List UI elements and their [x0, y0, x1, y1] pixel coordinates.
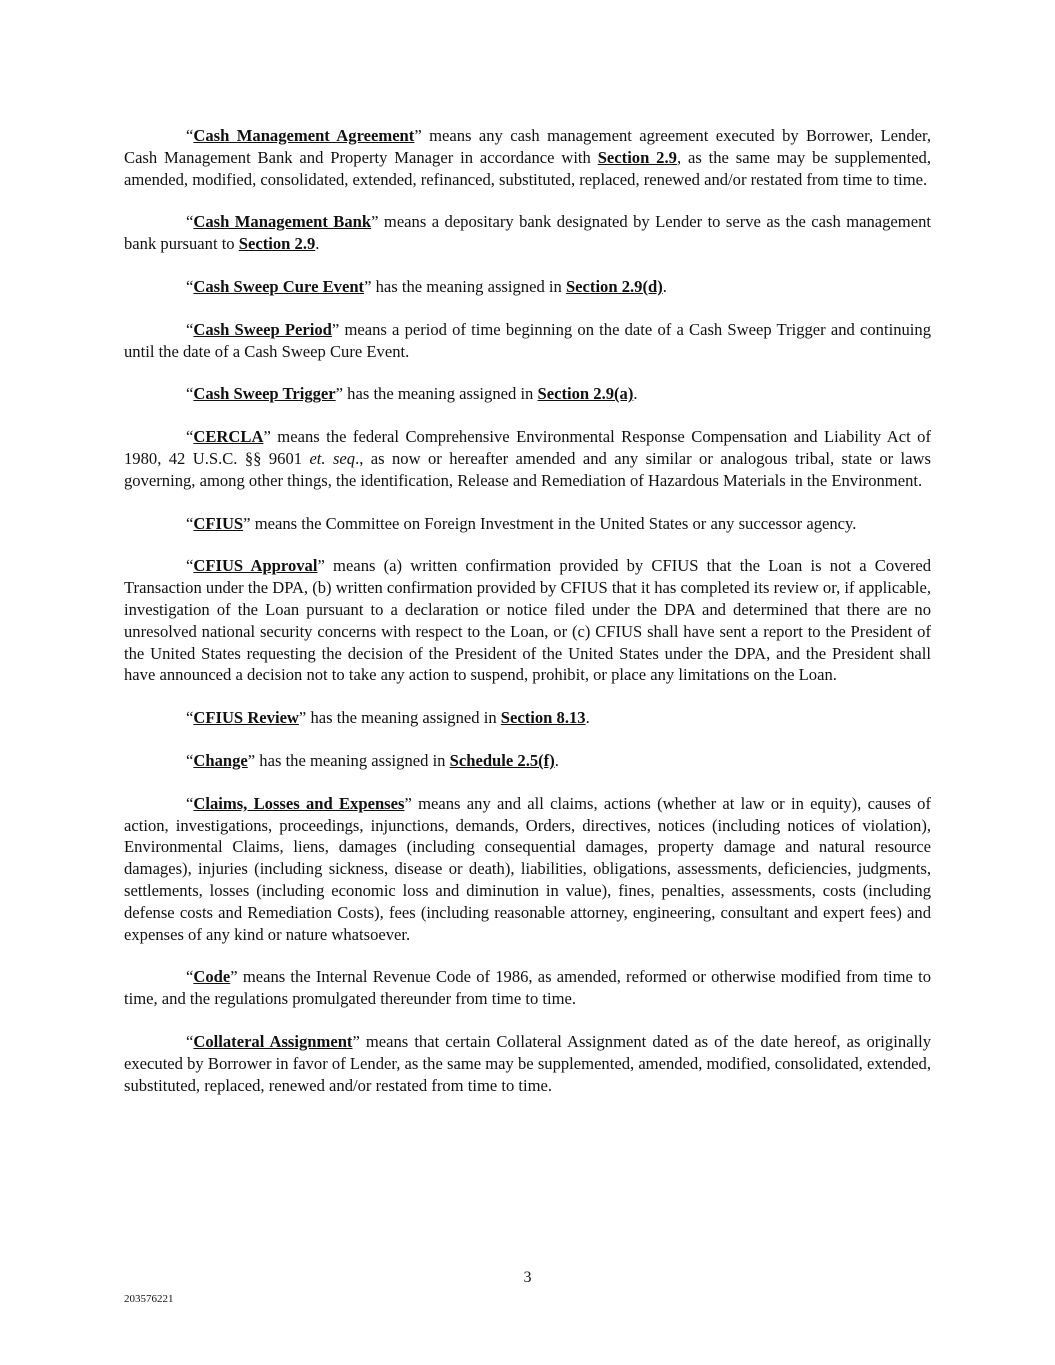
definition-code: “Code” means the Internal Revenue Code of 1986, as amended, reformed or otherwise modified from time to time, and the regulations promulgated thereunder from time to time. — [124, 967, 931, 1009]
defined-term: Cash Sweep Trigger — [193, 384, 336, 404]
definition-cfius-approval: “CFIUS Approval” means (a) written confirmation provided by CFIUS that the Loan is not a Covered Transaction under the DPA, (b) written confirmation provided by CFIUS that it has completed its review or, if applicable, investigation of the Loan pursuant to a declaration or notice filed under the DPA and determined that there are no unresolved national security concerns with respect to the Loan, or (c) CFIUS shall have sent a report to the President of the United States requesting the decision of the President of the United States under the DPA, and the President shall have announced a decision not to take any action to suspend, prohibit, or place any limitations on the Loan. — [124, 556, 932, 685]
section-reference: Section 2.9(a) — [537, 384, 634, 404]
defined-term: CERCLA — [193, 427, 264, 447]
defined-term: Claims, Losses and Expenses — [193, 793, 405, 813]
section-reference: Section 2.9 — [238, 234, 316, 254]
defined-term: Collateral Assignment — [193, 1031, 353, 1051]
defined-term: Cash Sweep Period — [193, 319, 332, 339]
section-reference: Section 2.9 — [597, 147, 677, 167]
definitions-list — [124, 125, 931, 1117]
definition-cercla: “CERCLA” means the federal Comprehensive Environmental Response Compensation and Liability Act of 1980, 42 U.S.C. §§ 9601 et. seq., as now or hereafter amended and any similar or analogous tribal, state or laws governing, among other things, the identification, Release and Remediation of Hazardous Materials in the Environment. — [124, 427, 931, 490]
defined-term: Cash Sweep Cure Event — [193, 276, 365, 296]
defined-term: Cash Management Bank — [193, 212, 372, 232]
definition-cfius-review: “CFIUS Review” has the meaning assigned in Section 8.13. — [186, 708, 590, 728]
definition-cash-management-agreement: “Cash Management Agreement” means any cash management agreement executed by Borrower, Lender, Cash Management Bank and Property Manager in accordance with Section 2.9, as the same may be supplemented, amended, modified, consolidated, extended, refinanced, substituted, replaced, renewed and/or restated from time to time. — [124, 126, 932, 189]
section-reference: Section 2.9(d) — [565, 276, 663, 296]
defined-term: Code — [193, 967, 231, 987]
document-id: 203576221 — [124, 1293, 174, 1305]
defined-term: CFIUS Review — [193, 708, 299, 728]
definition-change: “Change” has the meaning assigned in Schedule 2.5(f). — [186, 750, 559, 770]
definition-cfius: “CFIUS” means the Committee on Foreign Investment in the United States or any successor agency. — [186, 513, 857, 533]
definition-collateral-assignment: “Collateral Assignment” means that certain Collateral Assignment dated as of the date hereof, as originally executed by Borrower in favor of Lender, as the same may be supplemented, amended, modified, consolidated, extended, substituted, replaced, renewed and/or restated from time to time. — [124, 1031, 931, 1095]
definition-cash-sweep-trigger: “Cash Sweep Trigger” has the meaning assigned in Section 2.9(a). — [186, 384, 638, 404]
defined-term: Cash Management Agreement — [193, 126, 415, 145]
definition-cash-sweep-cure-event: “Cash Sweep Cure Event” has the meaning assigned in Section 2.9(d). — [186, 276, 667, 296]
definition-cash-management-bank: “Cash Management Bank” means a depositary bank designated by Lender to serve as the cash management bank pursuant to Section 2.9. — [124, 212, 931, 254]
defined-term: CFIUS — [193, 513, 244, 533]
italic-latin: et. seq — [309, 448, 356, 468]
page-number: 3 — [523, 1269, 532, 1286]
section-reference: Section 8.13 — [500, 708, 586, 728]
defined-term: Change — [193, 750, 248, 770]
defined-term: CFIUS Approval — [193, 556, 318, 576]
schedule-reference: Schedule 2.5(f) — [449, 750, 555, 770]
definition-cash-sweep-period: “Cash Sweep Period” means a period of time beginning on the date of a Cash Sweep Trigger and continuing until the date of a Cash Sweep Cure Event. — [124, 319, 931, 361]
definition-claims-losses-expenses: “Claims, Losses and Expenses” means any and all claims, actions (whether at law or in equity), causes of action, investigations, proceedings, injunctions, demands, Orders, directives, notices (including notices of violation), Environmental Claims, liens, damages (including consequential damages, property damage and natural resource damages), injuries (including sickness, disease or death), liabilities, obligations, assessments, deficiencies, judgments, settlements, losses (including economic loss and diminution in value), fines, penalties, assessments, costs (including defense costs and Remediation Costs), fees (including reasonable attorney, engineering, consultant and expert fees) and expenses of any kind or nature whatsoever. — [124, 793, 931, 944]
